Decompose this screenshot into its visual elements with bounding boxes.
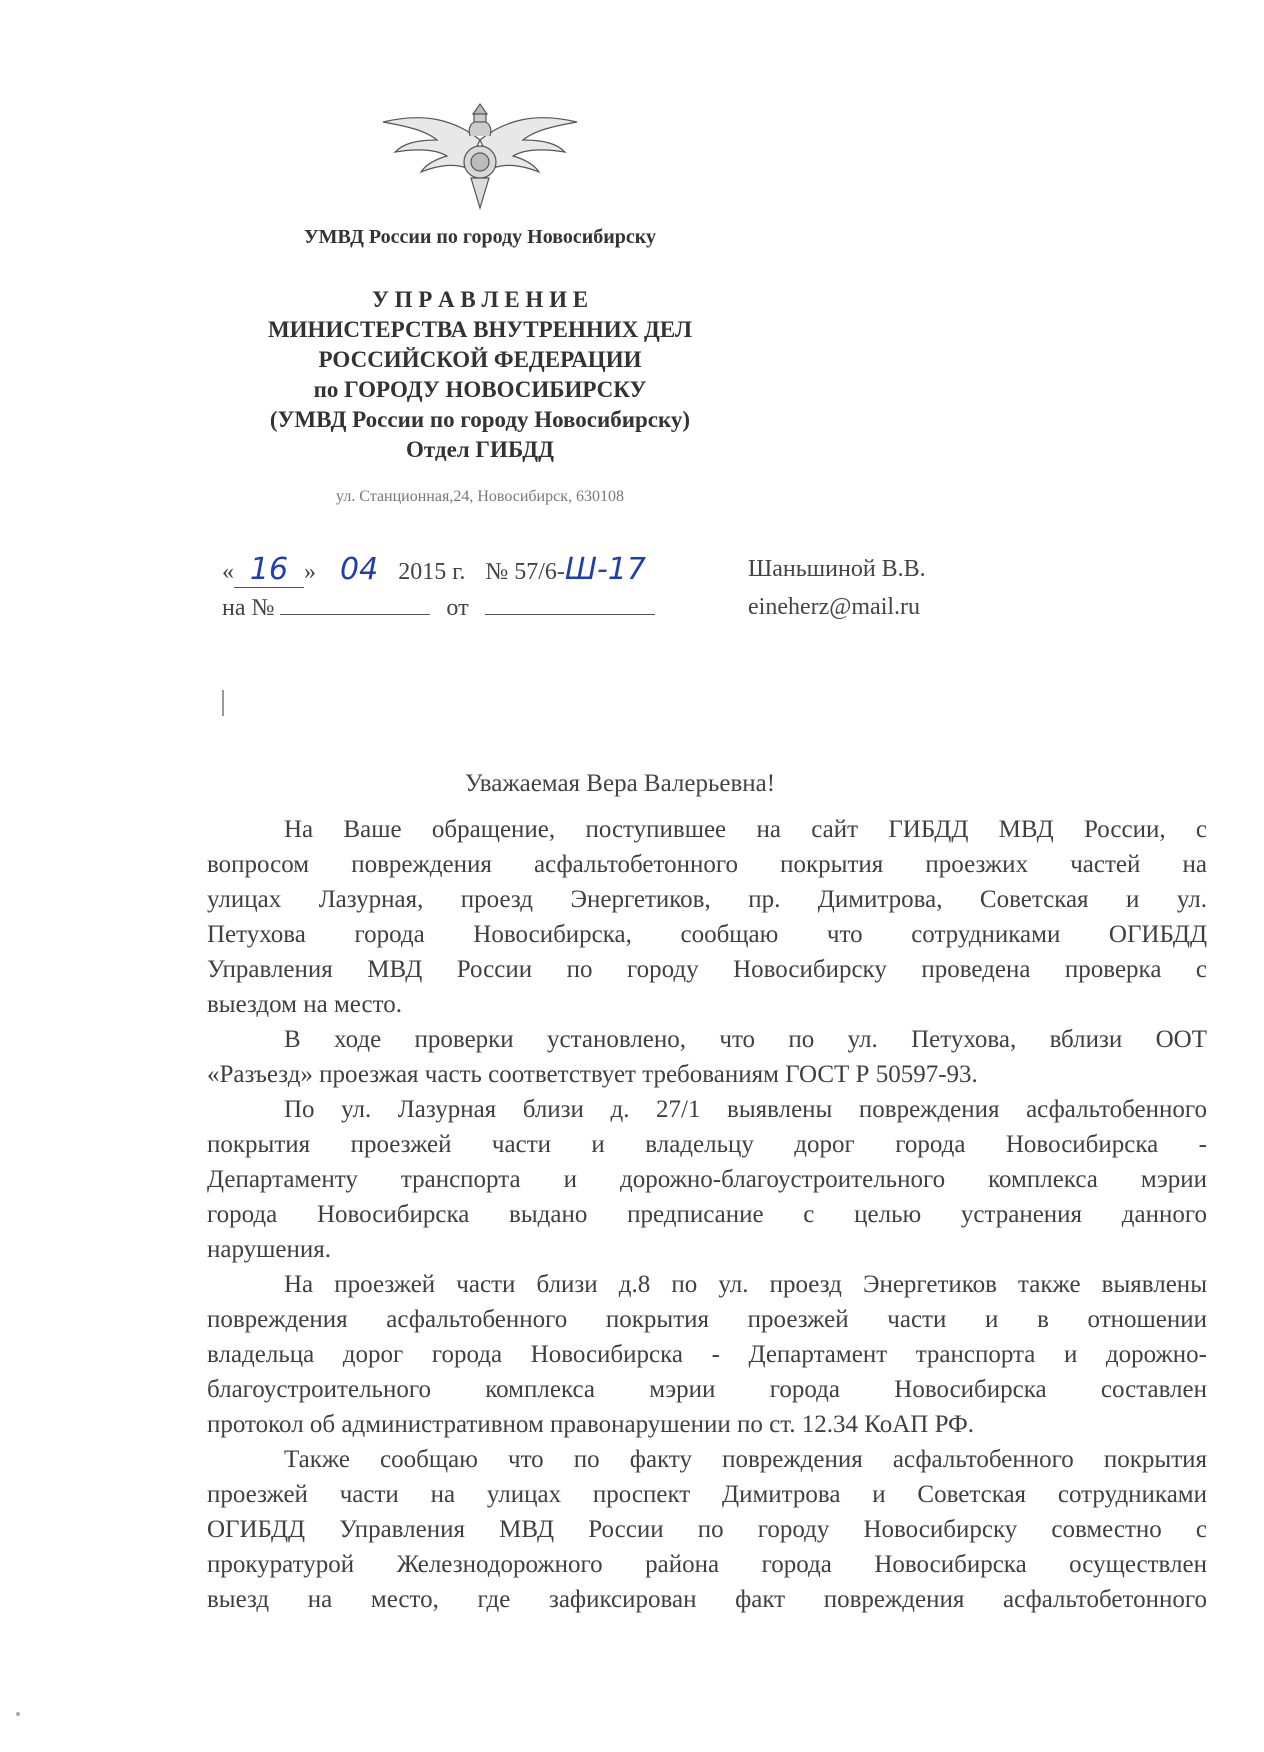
body-line: Департаменту транспорта и дорожно-благоустроительного комплекса мэрии: [207, 1166, 1207, 1193]
org-line: У П Р А В Л Е Н И Е: [371, 287, 589, 312]
org-line: РОССИЙСКОЙ ФЕДЕРАЦИИ: [318, 347, 642, 372]
recipient-email: eineherz@mail.ru: [748, 594, 921, 620]
reply-number-blank: [280, 592, 430, 615]
reply-reference: [222, 592, 655, 622]
salutation: Уважаемая Вера Валерьевна!: [464, 770, 776, 797]
body-line: На Ваше обращение, поступившее на сайт ГИБДД МВД России, с: [284, 816, 1207, 843]
handwritten-number: Ш-17: [564, 552, 646, 587]
paragraph: [207, 1267, 1207, 1442]
body-line: проезжей части на улицах проспект Димитрова и Советская сотрудниками: [207, 1481, 1207, 1508]
org-line: МИНИСТЕРСТВА ВНУТРЕННИХ ДЕЛ: [267, 317, 693, 342]
org-line: (УМВД России по городу Новосибирску): [269, 407, 691, 432]
body-line: На проезжей части близи д.8 по ул. проезд Энергетиков также выявлены: [284, 1271, 1207, 1298]
body-line: протокол об административном правонарушении по ст. 12.34 КоАП РФ.: [207, 1411, 975, 1438]
body-line: Также сообщаю что по факту повреждения асфальтобенного покрытия: [284, 1446, 1207, 1473]
body-line: благоустроительного комплекса мэрии города Новосибирска составлен: [207, 1376, 1207, 1403]
organization-block: [160, 285, 800, 465]
scan-speck: [16, 1712, 20, 1716]
body-line: В ходе проверки установлено, что по ул. Петухова, вблизи ООТ: [284, 1026, 1207, 1053]
paragraph: [207, 812, 1207, 1022]
handwritten-day: 16: [249, 552, 289, 587]
body-line: нарушения.: [207, 1236, 331, 1263]
handwritten-month: 04: [340, 552, 379, 587]
body-line: По ул. Лазурная близи д. 27/1 выявлены повреждения асфальтобенного: [284, 1096, 1207, 1123]
body-line: Управления МВД России по городу Новосибирску проведена проверка с: [207, 956, 1207, 983]
reply-to-label: на №: [222, 595, 275, 621]
org-line: Отдел ГИБДД: [406, 437, 554, 462]
paragraph: [207, 1022, 1207, 1092]
body-line: выездом на место.: [207, 991, 402, 1018]
mvd-eagle-emblem: [375, 100, 585, 215]
body-line: ОГИБДД Управления МВД России по городу Новосибирску совместно с: [207, 1516, 1207, 1543]
body-line: покрытия проезжей части и владельцу дорог города Новосибирска -: [207, 1131, 1207, 1158]
body-line: города Новосибирска выдано предписание с целью устранения данного: [207, 1201, 1207, 1228]
reply-date-blank: [485, 592, 655, 615]
paragraph: [207, 1442, 1207, 1617]
body-line: повреждения асфальтобенного покрытия проезжей части и в отношении: [207, 1306, 1207, 1333]
close-quote: »: [304, 559, 316, 585]
recipient-name: Шаньшиной В.В.: [748, 556, 926, 582]
body-line: прокуратурой Железнодорожного района города Новосибирска осуществлен: [207, 1551, 1207, 1578]
body-line: вопросом повреждения асфальтобетонного покрытия проезжих частей на: [207, 851, 1207, 878]
paragraph: [207, 1092, 1207, 1267]
office-address: ул. Станционная,24, Новосибирск, 630108: [336, 488, 624, 505]
body-line: Петухова города Новосибирска, сообщаю что сотрудниками ОГИБДД: [207, 921, 1207, 948]
body-line: улицах Лазурная, проезд Энергетиков, пр. Димитрова, Советская и ул.: [207, 886, 1207, 913]
letter-number-label: № 57/6-: [485, 559, 565, 585]
body-line: выезд на место, где зафиксирован факт повреждения асфальтобетонного: [207, 1586, 1207, 1613]
body-line: «Разъезд» проезжая часть соответствует требованиям ГОСТ Р 50597-93.: [207, 1061, 978, 1088]
org-line: по ГОРОДУ НОВОСИБИРСКУ: [313, 377, 647, 402]
letter-year: 2015 г.: [398, 559, 466, 585]
letter-date-number: [222, 552, 646, 588]
open-quote: «: [222, 559, 234, 585]
letter-body: [207, 812, 1207, 1617]
from-label: от: [446, 595, 469, 621]
scan-mark: [222, 690, 224, 716]
department-short-name: УМВД России по городу Новосибирску: [303, 226, 657, 248]
body-line: владельца дорог города Новосибирска - Департамент транспорта и дорожно-: [207, 1341, 1207, 1368]
